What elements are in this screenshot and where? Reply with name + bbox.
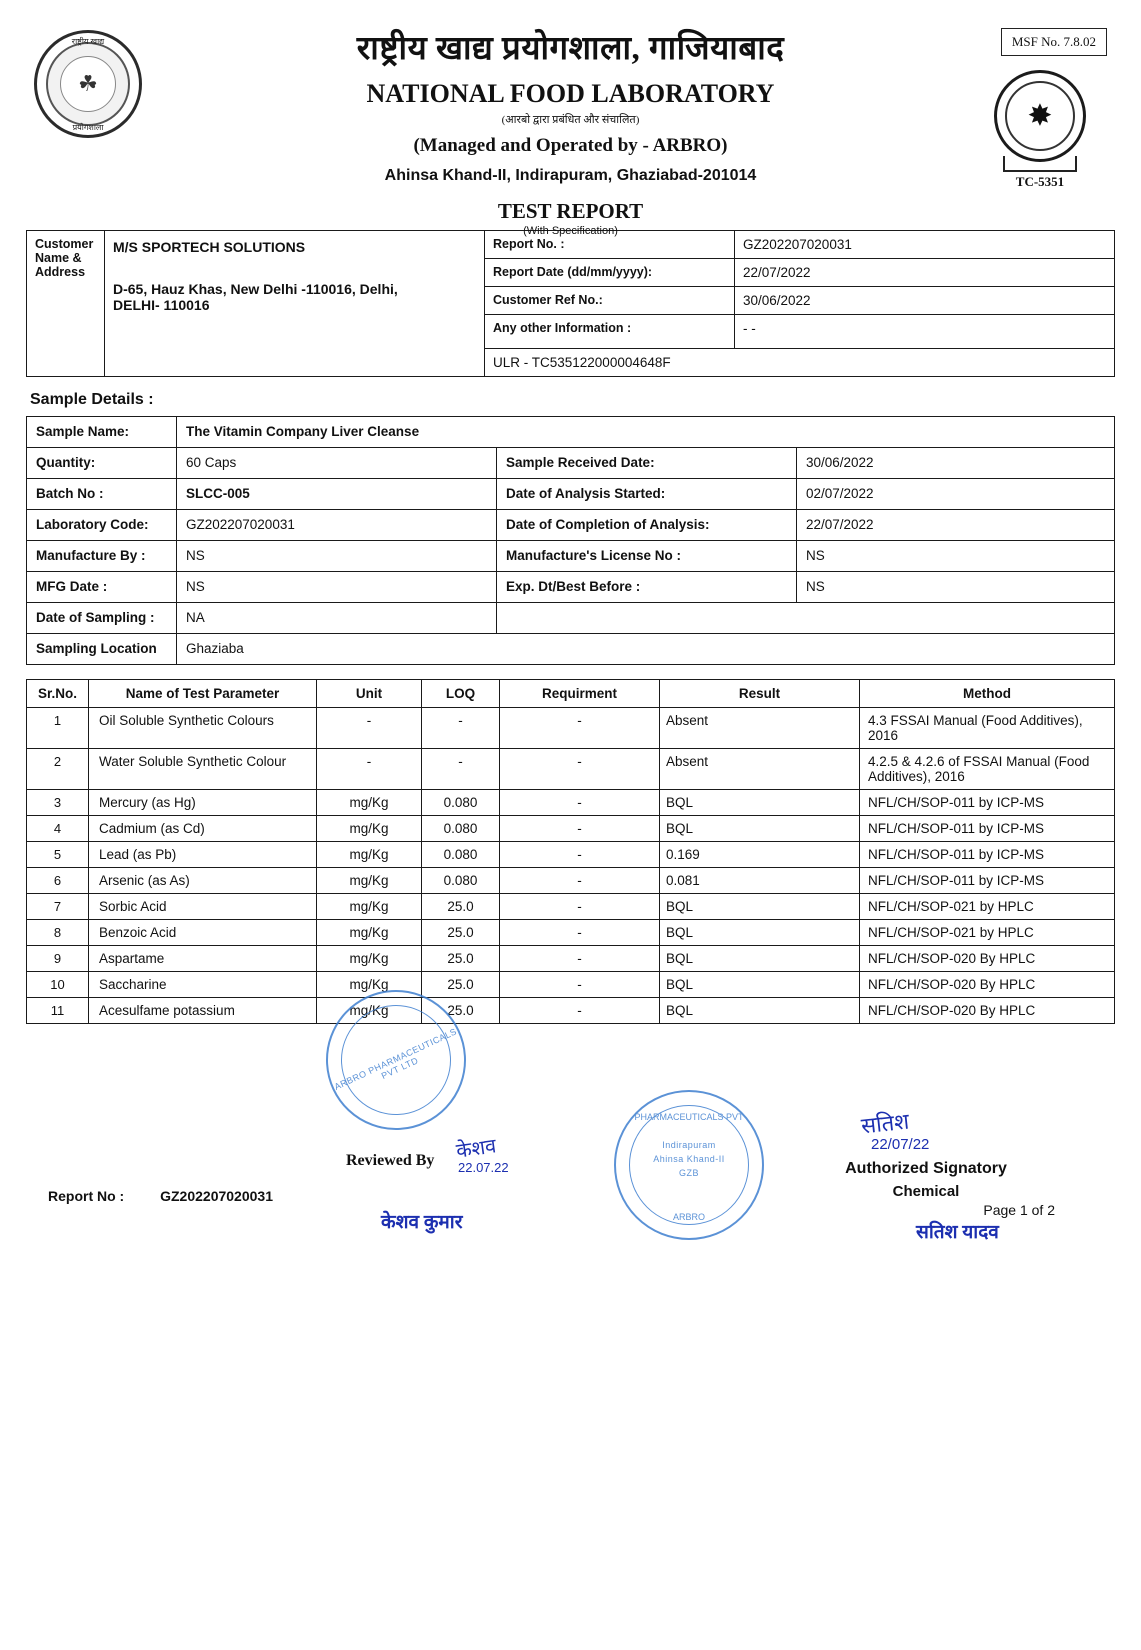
table-row [27, 998, 1115, 1024]
cell-parameter: Cadmium (as Cd) [89, 816, 317, 842]
sample-name-value: The Vitamin Company Liver Cleanse [177, 417, 1115, 448]
report-date-label: Report Date (dd/mm/yyyy): [485, 259, 735, 287]
other-info-value: - - [735, 315, 1115, 349]
footer-report-no-label: Report No : [48, 1188, 125, 1204]
sampling-empty-cell [497, 603, 1115, 634]
reviewer-name: केशव कुमार [381, 1212, 463, 1233]
customer-label-line3: Address [35, 265, 86, 279]
analysis-completion-value: 22/07/2022 [797, 510, 1115, 541]
cell-loq: 0.080 [422, 790, 500, 816]
cell-result: BQL [660, 920, 860, 946]
cell-requirement: - [500, 972, 660, 998]
cell-sr: 2 [27, 749, 89, 790]
stamp-b-arc-bot: ARBRO [672, 1212, 705, 1222]
cell-method: NFL/CH/SOP-011 by ICP-MS [860, 816, 1115, 842]
manufacture-by-label: Manufacture By : [27, 541, 177, 572]
cell-method: 4.2.5 & 4.2.6 of FSSAI Manual (Food Additives), 2016 [860, 749, 1115, 790]
msf-number: MSF No. 7.8.02 [1001, 28, 1107, 56]
cell-requirement: - [500, 920, 660, 946]
cell-requirement: - [500, 749, 660, 790]
report-no-value: GZ202207020031 [735, 231, 1115, 259]
cell-unit: mg/Kg [317, 972, 422, 998]
footer-report-no [48, 1188, 273, 1204]
cell-unit: mg/Kg [317, 894, 422, 920]
exp-date-label: Exp. Dt/Best Before : [497, 572, 797, 603]
cell-result: BQL [660, 998, 860, 1024]
col-parameter: Name of Test Parameter [89, 680, 317, 708]
cell-sr: 9 [27, 946, 89, 972]
customer-name: M/S SPORTECH SOLUTIONS [113, 239, 306, 255]
cell-parameter: Water Soluble Synthetic Colour [89, 749, 317, 790]
managed-by-english: (Managed and Operated by - ARBRO) [413, 135, 728, 156]
cell-loq: 0.080 [422, 842, 500, 868]
nabl-star-icon: ✸ [1027, 99, 1053, 133]
cell-unit: mg/Kg [317, 868, 422, 894]
authorized-signature-date: 22/07/22 [871, 1136, 930, 1153]
report-no-label: Report No. : [485, 231, 735, 259]
cell-parameter: Oil Soluble Synthetic Colours [89, 708, 317, 749]
nabl-code: TC-5351 [1015, 174, 1065, 189]
customer-address-line1: D-65, Hauz Khas, New Delhi -110016, Delhi, [113, 281, 398, 297]
col-method: Method [860, 680, 1115, 708]
stamp-b-line1: Indirapuram [662, 1140, 716, 1150]
stamp-b-arc-top: PHARMACEUTICALS PVT [634, 1112, 744, 1122]
cell-parameter: Aspartame [89, 946, 317, 972]
cell-method: NFL/CH/SOP-021 by HPLC [860, 894, 1115, 920]
emblem-top-text: राष्ट्रीय खाद्य [71, 37, 105, 46]
lab-name-english: NATIONAL FOOD LABORATORY [366, 79, 775, 108]
cell-result: BQL [660, 972, 860, 998]
analysis-started-value: 02/07/2022 [797, 479, 1115, 510]
sample-details-table [26, 416, 1115, 665]
cell-loq: - [422, 749, 500, 790]
report-footer [26, 1026, 1115, 1260]
cell-parameter: Saccharine [89, 972, 317, 998]
customer-ref-label: Customer Ref No.: [485, 287, 735, 315]
cell-sr: 5 [27, 842, 89, 868]
date-of-sampling-label: Date of Sampling : [27, 603, 177, 634]
laboratory-code-label: Laboratory Code: [27, 510, 177, 541]
cell-sr: 8 [27, 920, 89, 946]
analysis-completion-label: Date of Completion of Analysis: [497, 510, 797, 541]
cell-requirement: - [500, 998, 660, 1024]
exp-date-value: NS [797, 572, 1115, 603]
mfg-date-value: NS [177, 572, 497, 603]
document-title: TEST REPORT [497, 199, 644, 223]
authorized-signatory-name: सतिश यादव [916, 1222, 999, 1243]
cell-loq: 25.0 [422, 920, 500, 946]
cell-parameter: Lead (as Pb) [89, 842, 317, 868]
cell-result: BQL [660, 816, 860, 842]
table-row [27, 816, 1115, 842]
table-row [27, 972, 1115, 998]
table-header-row [27, 680, 1115, 708]
report-header [26, 18, 1115, 237]
col-sr-no: Sr.No. [27, 680, 89, 708]
cell-parameter: Sorbic Acid [89, 894, 317, 920]
sampling-location-value: Ghaziaba [177, 634, 1115, 665]
emblem-bottom-text: प्रयोगशाला [72, 123, 104, 132]
cell-result: BQL [660, 894, 860, 920]
cell-loq: 25.0 [422, 946, 500, 972]
stamp-b-line3: GZB [678, 1168, 699, 1178]
cell-requirement: - [500, 790, 660, 816]
batch-no-value: SLCC-005 [177, 479, 497, 510]
authorized-signature: सतिश [859, 1108, 911, 1139]
lab-address: Ahinsa Khand-II, Indirapuram, Ghaziabad-201014 [384, 167, 757, 184]
cell-sr: 11 [27, 998, 89, 1024]
date-of-sampling-value: NA [177, 603, 497, 634]
mfg-date-label: MFG Date : [27, 572, 177, 603]
document-subtitle: (With Specification) [523, 225, 618, 237]
authorized-signatory-block [826, 1160, 1026, 1200]
cell-method: NFL/CH/SOP-020 By HPLC [860, 972, 1115, 998]
col-loq: LOQ [422, 680, 500, 708]
nfl-emblem-icon [34, 30, 142, 138]
managed-by-hindi: (आरबो द्वारा प्रबंधित और संचालित) [501, 114, 640, 126]
table-row [27, 920, 1115, 946]
cell-loq: 0.080 [422, 816, 500, 842]
cell-loq: - [422, 708, 500, 749]
cell-method: NFL/CH/SOP-020 By HPLC [860, 946, 1115, 972]
arbro-round-stamp [614, 1090, 764, 1240]
table-row [27, 842, 1115, 868]
page-number: Page 1 of 2 [983, 1202, 1055, 1218]
cell-unit: - [317, 708, 422, 749]
table-row [27, 894, 1115, 920]
cell-result: BQL [660, 946, 860, 972]
cell-loq: 25.0 [422, 998, 500, 1024]
cell-unit: mg/Kg [317, 790, 422, 816]
cell-unit: mg/Kg [317, 816, 422, 842]
sample-received-date-value: 30/06/2022 [797, 448, 1115, 479]
analysis-started-label: Date of Analysis Started: [497, 479, 797, 510]
table-row [27, 946, 1115, 972]
cell-unit: mg/Kg [317, 998, 422, 1024]
cell-loq: 25.0 [422, 894, 500, 920]
header-titles [26, 18, 1115, 237]
cell-result: BQL [660, 790, 860, 816]
cell-unit: mg/Kg [317, 842, 422, 868]
cell-parameter: Acesulfame potassium [89, 998, 317, 1024]
sampling-location-label: Sampling Location [27, 634, 177, 665]
authorized-signatory-dept: Chemical [892, 1183, 960, 1200]
cell-method: NFL/CH/SOP-020 By HPLC [860, 998, 1115, 1024]
license-no-value: NS [797, 541, 1115, 572]
reviewed-by-label: Reviewed By [346, 1152, 435, 1169]
cell-result: Absent [660, 749, 860, 790]
quantity-value: 60 Caps [177, 448, 497, 479]
sample-details-title: Sample Details : [30, 391, 154, 408]
sample-received-date-label: Sample Received Date: [497, 448, 797, 479]
cell-unit: mg/Kg [317, 920, 422, 946]
cell-unit: - [317, 749, 422, 790]
cell-method: NFL/CH/SOP-011 by ICP-MS [860, 790, 1115, 816]
cell-requirement: - [500, 894, 660, 920]
col-result: Result [660, 680, 860, 708]
other-info-label: Any other Information : [485, 315, 735, 349]
cell-sr: 1 [27, 708, 89, 749]
cell-method: NFL/CH/SOP-011 by ICP-MS [860, 868, 1115, 894]
reviewer-signature: केशव [454, 1135, 498, 1163]
cell-sr: 3 [27, 790, 89, 816]
cell-requirement: - [500, 946, 660, 972]
lab-name-hindi: राष्ट्रीय खाद्य प्रयोगशाला, गाजियाबाद [356, 31, 785, 67]
customer-address-line2: DELHI- 110016 [113, 297, 210, 313]
cell-method: NFL/CH/SOP-021 by HPLC [860, 920, 1115, 946]
reviewer-signature-date: 22.07.22 [458, 1160, 509, 1175]
cell-result: 0.081 [660, 868, 860, 894]
cell-sr: 10 [27, 972, 89, 998]
laboratory-code-value: GZ202207020031 [177, 510, 497, 541]
cell-unit: mg/Kg [317, 946, 422, 972]
cell-result: Absent [660, 708, 860, 749]
cell-sr: 4 [27, 816, 89, 842]
cell-method: 4.3 FSSAI Manual (Food Additives), 2016 [860, 708, 1115, 749]
test-results-table [26, 679, 1115, 1024]
cell-parameter: Benzoic Acid [89, 920, 317, 946]
cell-requirement: - [500, 842, 660, 868]
table-row [27, 790, 1115, 816]
sample-name-label: Sample Name: [27, 417, 177, 448]
batch-no-label: Batch No : [27, 479, 177, 510]
customer-label-line2: Name & [35, 251, 82, 265]
customer-ref-value: 30/06/2022 [735, 287, 1115, 315]
report-date-value: 22/07/2022 [735, 259, 1115, 287]
cell-loq: 0.080 [422, 868, 500, 894]
customer-label-line1: Customer [35, 237, 94, 251]
emblem-bird-icon: ☘ [78, 71, 98, 96]
cell-sr: 7 [27, 894, 89, 920]
cell-requirement: - [500, 868, 660, 894]
license-no-label: Manufacture's License No : [497, 541, 797, 572]
cell-requirement: - [500, 708, 660, 749]
ulr-number: ULR - TC535122000004648F [485, 349, 1115, 377]
col-unit: Unit [317, 680, 422, 708]
table-row [27, 868, 1115, 894]
stamp-a-text: ARBRO PHARMACEUTICALS PVT LTD [332, 1026, 459, 1092]
cell-parameter: Mercury (as Hg) [89, 790, 317, 816]
cell-loq: 25.0 [422, 972, 500, 998]
cell-sr: 6 [27, 868, 89, 894]
cell-parameter: Arsenic (as As) [89, 868, 317, 894]
customer-address-cell [105, 231, 485, 377]
col-requirement: Requirment [500, 680, 660, 708]
quantity-label: Quantity: [27, 448, 177, 479]
footer-report-no-value: GZ202207020031 [160, 1188, 273, 1204]
nabl-accreditation-logo [981, 70, 1099, 190]
cell-requirement: - [500, 816, 660, 842]
cell-result: 0.169 [660, 842, 860, 868]
manufacture-by-value: NS [177, 541, 497, 572]
table-row [27, 708, 1115, 749]
customer-info-table [26, 230, 1115, 377]
cell-method: NFL/CH/SOP-011 by ICP-MS [860, 842, 1115, 868]
customer-label-cell [27, 231, 105, 377]
stamp-b-line2: Ahinsa Khand-II [653, 1154, 725, 1164]
authorized-signatory-label: Authorized Signatory [845, 1160, 1007, 1177]
table-row [27, 749, 1115, 790]
